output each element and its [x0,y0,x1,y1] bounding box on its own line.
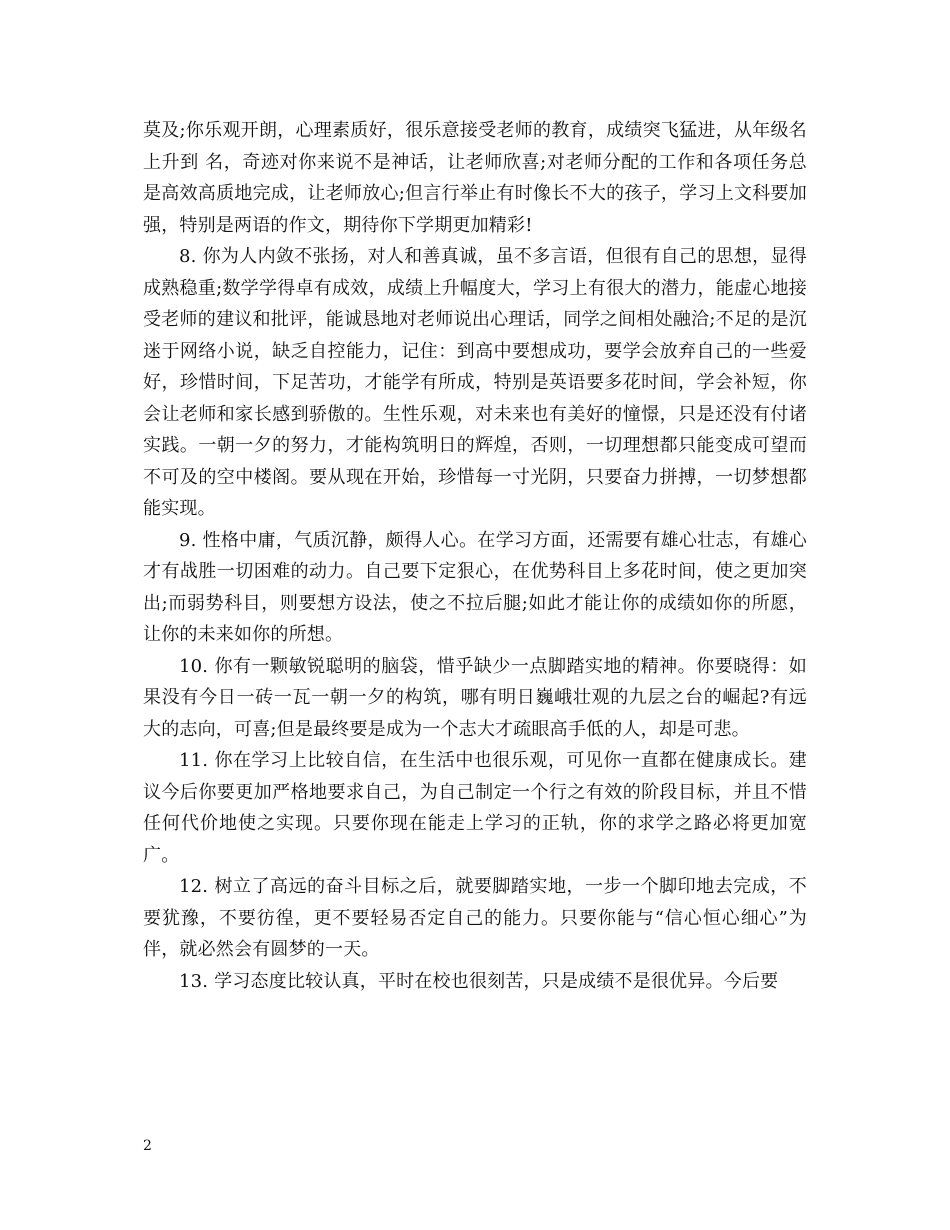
body-text [143,115,807,997]
paragraph-item-12: 12. 树立了高远的奋斗目标之后，就要脚踏实地，一步一个脚印地去完成，不要犹豫，不要彷徨，更不要轻易否定自己的能力。只要你能与“信心恒心细心”为伴，就必然会有圆梦的一天。 [143,876,807,960]
page-number: 2 [143,1138,152,1154]
paragraph-item-10: 10. 你有一颗敏锐聪明的脑袋，惜乎缺少一点脚踏实地的精神。你要晓得：如果没有今日一砖一瓦一朝一夕的构筑，哪有明日巍峨壮观的九层之台的崛起?有远大的志向，可喜;但是最终要是成为一个志大才疏眼高手低的人，却是可悲。 [143,655,807,740]
paragraph-item-13: 13. 学习态度比较认真，平时在校也很刻苦，只是成绩不是很优异。今后要 [179,970,779,992]
paragraph-continued: 莫及;你乐观开朗，心理素质好，很乐意接受老师的教育，成绩突飞猛进，从年级名上升到 名，奇迹对你来说不是神话，让老师欣喜;对老师分配的工作和各项任务总是高效高质地完成，让老师放心;但言行举止有时像长不大的孩子，学习上文科要加强，特别是两语的作文，期待你下学期更加精彩! [143,120,807,236]
paragraph-item-8: 8. 你为人内敛不张扬，对人和善真诚，虽不多言语，但很有自己的思想，显得成熟稳重;数学学得卓有成效，成绩上升幅度大，学习上有很大的潜力，能虚心地接受老师的建议和批评，能诚恳地对老师说出心理话，同学之间相处融洽;不足的是沉迷于网络小说，缺乏自控能力，记住：到高中要想成功，要学会放弃自己的一些爱好，珍惜时间，下足苦功，才能学有所成，特别是英语要多花时间，学会补短，你会让老师和家长感到骄傲的。生性乐观，对未来也有美好的憧憬，只是还没有付诸实践。一朝一夕的努力，才能构筑明日的辉煌，否则，一切理想都只能变成可望而不可及的空中楼阁。要从现在开始，珍惜每一寸光阴，只要奋力拼搏，一切梦想都能实现。 [143,246,807,519]
paragraph-item-9: 9. 性格中庸，气质沉静，颇得人心。在学习方面，还需要有雄心壮志，有雄心才有战胜一切困难的动力。自己要下定狠心，在优势科目上多花时间，使之更加突出;而弱势科目，则要想方设法，使之不拉后腿;如此才能让你的成绩如你的所愿，让你的未来如你的所想。 [143,529,807,645]
paragraph-item-11: 11. 你在学习上比较自信，在生活中也很乐观，可见你一直都在健康成长。建议今后你要更加严格地要求自己，为自己制定一个行之有效的阶段目标，并且不惜任何代价地使之实现。只要你现在能走上学习的正轨，你的求学之路必将更加宽广。 [143,750,807,866]
